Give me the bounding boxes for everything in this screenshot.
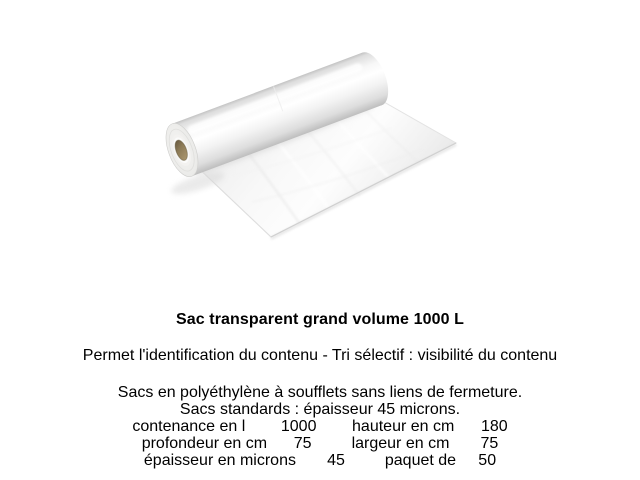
- description-line-2: Sacs standards : épaisseur 45 microns.: [179, 401, 461, 418]
- description-line-1: Sacs en polyéthylène à soufflets sans liens de fermeture.: [117, 384, 523, 401]
- spec-line-contenance-hauteur: contenance en l 1000 hauteur en cm 180: [132, 418, 508, 435]
- spec-line-profondeur-largeur: profondeur en cm 75 largeur en cm 75: [141, 435, 499, 452]
- product-description-block: [0, 384, 640, 469]
- product-title: Sac transparent grand volume 1000 L: [175, 311, 465, 328]
- product-subtitle: Permet l'identification du contenu - Tri sélectif : visibilité du contenu: [82, 347, 558, 364]
- spec-line-epaisseur-paquet: épaisseur en microns 45 paquet de 50: [143, 452, 497, 469]
